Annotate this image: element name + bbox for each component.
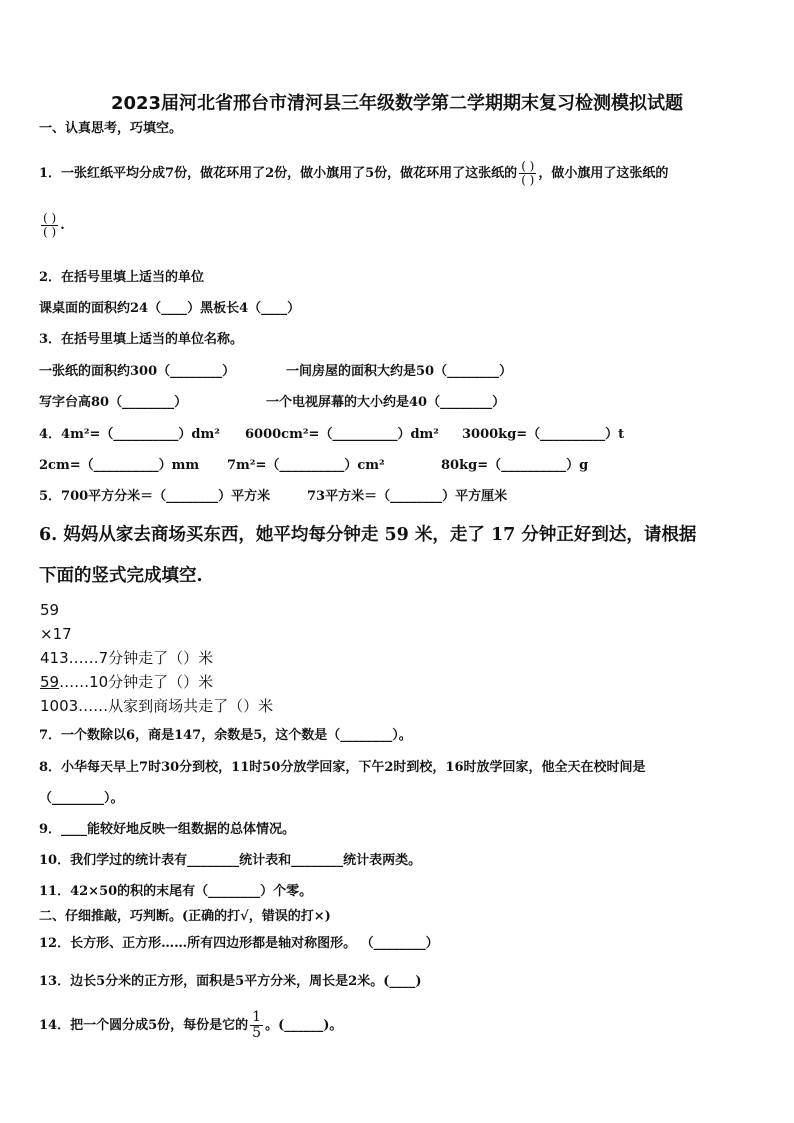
- question-4-r1b: 6000cm²=（__________）dm²: [245, 427, 439, 442]
- question-3-stem: 3．在括号里填上适当的单位名称。: [39, 332, 244, 347]
- calc-line-4: 59……10分钟走了（）米: [40, 673, 214, 691]
- question-4-r2c: 80kg=（__________）g: [441, 458, 589, 473]
- question-3-d: 一个电视屏幕的大小约是40（________）: [266, 395, 506, 410]
- calc-line-5: 1003……从家到商场共走了（）米: [40, 697, 274, 715]
- question-3-c: 写字台高80（________）: [39, 395, 188, 410]
- question-6-line-1: 6. 妈妈从家去商场买东西，她平均每分钟走 59 米，走了 17 分钟正好到达，请根据: [39, 525, 697, 545]
- fraction-blank: $\frac{( )}{( )}$: [521, 159, 535, 187]
- question-5-a: 5．700平方分米＝（________）平方米: [39, 489, 271, 504]
- question-5-b: 73平方米＝（________）平方厘米: [307, 489, 508, 504]
- question-2-stem: 2．在括号里填上适当的单位: [39, 270, 205, 285]
- question-1-text-b: ，做小旗用了这张纸的: [538, 166, 669, 181]
- question-7: 7．一个数除以6，商是147，余数是5，这个数是（________）。: [39, 728, 412, 743]
- question-9: 9．____能较好地反映一组数据的总体情况。: [39, 822, 296, 837]
- question-6-line-2: 下面的竖式完成填空.: [39, 566, 203, 586]
- question-12: 12．长方形、正方形……所有四边形都是轴对称图形。 （________）: [39, 936, 439, 951]
- page-title: 2023届河北省邢台市清河县三年级数学第二学期期末复习检测模拟试题: [110, 93, 684, 114]
- question-1: [39, 160, 668, 187]
- question-4-r1a: 4．4m²=（__________）dm²: [39, 427, 220, 442]
- section-heading-2: 二、仔细推敲，巧判断。(正确的打√，错误的打×): [39, 909, 331, 924]
- fraction-blank: $\frac{( )}{( )}$: [43, 211, 57, 239]
- question-4-r1c: 3000kg=（__________）t: [462, 427, 625, 442]
- question-11: 11．42×50的积的末尾有（________）个零。: [39, 884, 313, 899]
- question-10: 10．我们学过的统计表有________统计表和________统计表两类。: [39, 853, 422, 868]
- calc-line-3: 413……7分钟走了（）米: [40, 649, 214, 667]
- question-3-b: 一间房屋的面积大约是50（________）: [286, 364, 513, 379]
- question-4-r2b: 7m²=（__________）cm²: [227, 458, 385, 473]
- question-3-a: 一张纸的面积约300（________）: [39, 364, 236, 379]
- question-14: 14．把一个圆分成5份，每份是它的 $\frac{1}{5}$ 。(______)。: [39, 1009, 343, 1041]
- section-heading-1: 一、认真思考，巧填空。: [39, 121, 183, 136]
- question-8-line-2: （________）。: [39, 791, 124, 806]
- question-8-line-1: 8．小华每天早上7时30分到校，11时50分放学回家，下午2时到校，16时放学回家，他全天在校时间是: [39, 760, 646, 775]
- question-2-line: 课桌面的面积约24（____）黑板长4（____）: [39, 301, 301, 316]
- question-1-continued: $\frac{( )}{( )}$ .: [43, 211, 65, 239]
- fraction-one-fifth: $\frac{1}{5}$: [252, 1009, 262, 1041]
- calc-line-1: 59: [40, 601, 60, 619]
- question-13: 13．边长5分米的正方形，面积是5平方分米，周长是2米。(____): [39, 974, 422, 989]
- question-1-text-a: 1．一张红纸平均分成7份，做花环用了2份，做小旗用了5份，做花环用了这张纸的: [39, 166, 518, 181]
- calc-line-2: ×17: [40, 625, 72, 643]
- question-4-r2a: 2cm=（__________）mm: [39, 458, 200, 473]
